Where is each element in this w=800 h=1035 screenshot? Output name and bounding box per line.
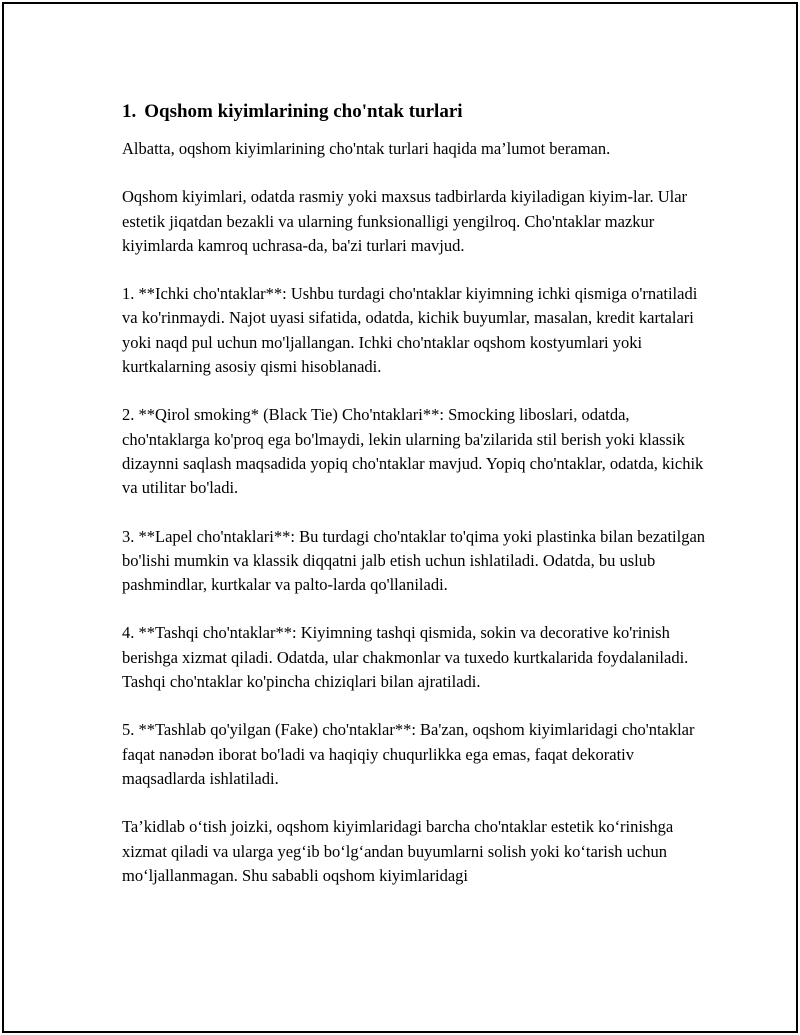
page-frame — [2, 2, 798, 1033]
pocket-type-black-tie-paragraph: 2. **Qirol smoking* (Black Tie) Cho'ntaklari**: Smocking liboslari, odatda, cho'ntaklarga ko'proq ega bo'lmaydi, lekin ularning ba'zilarida stil berish yoki klassik dizaynni saqlash maqsadida yopiq cho'ntaklar mavjud. Yopiq cho'ntaklar, odatda, kichik va utilitar bo'ladi. — [122, 405, 704, 498]
document-body — [122, 100, 712, 912]
conclusion-paragraph: Ta’kidlab o‘tish joizki, oqshom kiyimlaridagi barcha cho'ntaklar estetik ko‘rinishga xizmat qiladi va ularga yeg‘ib bo‘lg‘andan buyumlarni solish yoki ko‘tarish uchun mo‘ljallanmagan. Shu sababli oqshom kiyimlaridagi — [122, 817, 674, 885]
pocket-type-inner-paragraph: 1. **Ichki cho'ntaklar**: Ushbu turdagi cho'ntaklar kiyimning ichki qismiga o'rnatiladi va ko'rinmaydi. Najot uyasi sifatida, odatda, kichik buyumlar, masalan, kredit kartalari yoki naqd pul uchun mo'ljallangan. Ichki cho'ntaklar oqshom kostyumlari yoki kurtkalarning asosiy qismi hisoblanadi. — [122, 284, 698, 377]
section-heading — [122, 100, 712, 124]
intro-paragraph: Albatta, oqshom kiyimlarining cho'ntak turlari haqida ma’lumot beraman. — [122, 139, 611, 158]
pocket-type-outer-paragraph: 4. **Tashqi cho'ntaklar**: Kiyimning tashqi qismida, sokin va decorative ko'rinish berishga xizmat qiladi. Odatda, ular chakmonlar va tuxedo kurtkalarida foydalaniladi. Tashqi cho'ntaklar ko'pincha chiziqlari bilan ajratiladi. — [122, 623, 689, 692]
pocket-type-fake-paragraph: 5. **Tashlab qo'yilgan (Fake) cho'ntaklar**: Ba'zan, oqshom kiyimlaridagi cho'ntaklar faqat nanədən iborat bo'ladi va haqiqiy chuqurlikka ega emas, faqat dekorativ maqsadlarda ishlatiladi. — [122, 720, 695, 788]
pocket-type-lapel-paragraph: 3. **Lapel cho'ntaklari**: Bu turdagi cho'ntaklar to'qima yoki plastinka bilan bezatilgan bo'lishi mumkin va klassik diqqatni jalb etish uchun ishlatiladi. Odatda, bu uslub pashmindlar, kurtkalar va palto-larda qo'llaniladi. — [122, 526, 706, 595]
section-title: Oqshom kiyimlarining cho'ntak turlari — [144, 101, 463, 122]
overview-paragraph: Oqshom kiyimlari, odatda rasmiy yoki maxsus tadbirlarda kiyiladigan kiyim-lar. Ular estetik jiqatdan bezakli va ularning funksionalligi yengilroq. Cho'ntaklar mazkur kiyimlarda kamroq uchrasa-da, ba'zi turlari mavjud. — [122, 187, 688, 255]
section-number: 1. — [122, 101, 137, 122]
